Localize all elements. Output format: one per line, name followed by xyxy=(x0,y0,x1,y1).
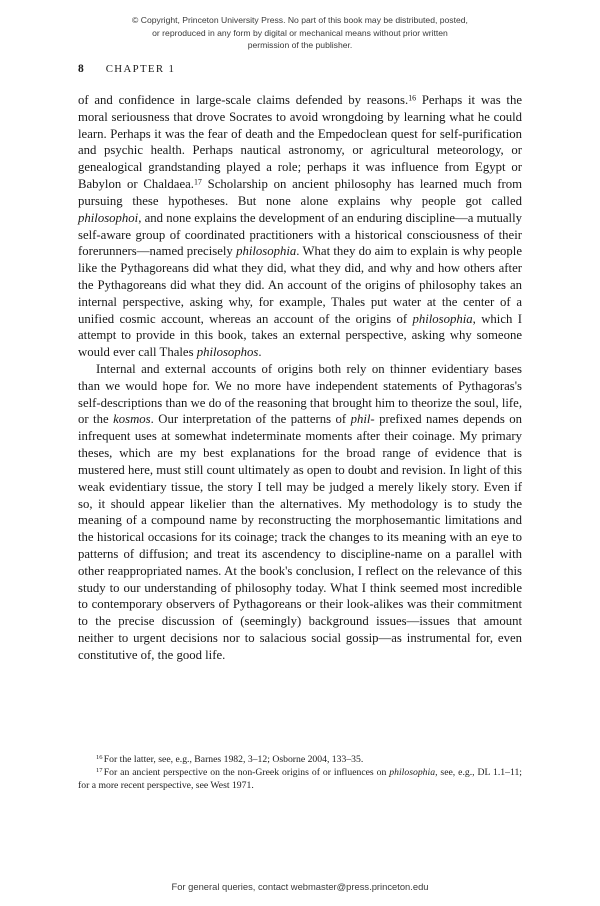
paragraph-1 xyxy=(78,92,522,361)
footnote-17-seg-1: For an ancient perspective on the non-Greek origins of or influences on xyxy=(103,767,390,779)
copyright-notice: © Copyright, Princeton University Press. No part of this book may be distributed, posted, or reproduced in any form by digital or mechanical means without prior written permission of the publisher. xyxy=(132,15,468,51)
footnote-17 xyxy=(78,766,522,792)
body-text xyxy=(78,92,522,664)
footnote-17-seg-2: , see, e.g., DL 1.1–11; for a more recent perspective, see West 1971. xyxy=(78,767,522,792)
p2-italic-phil: phil- xyxy=(350,412,375,427)
footer-query-line: For general queries, contact webmaster@press.princeton.edu xyxy=(171,881,429,892)
footnote-ref-17[interactable]: 17 xyxy=(193,177,202,187)
p2-seg-1: Internal and external accounts of origins both rely on thinner evidentiary bases than we would hope for. We no more have independent statements of Pythagoras's self-descriptions than we do of the reasoning that brought him to theorize the soul, life, or the xyxy=(78,362,523,427)
footnote-17-marker: 17 xyxy=(96,767,103,775)
p1-italic-philosophoi: philosophoi xyxy=(78,210,139,225)
p1-seg-1: of and confidence in large-scale claims defended by reasons. xyxy=(78,93,409,107)
p1-seg-4: , and none explains the development of an enduring discipline—a mutually self-aware group of coordinated practitioners with a historical consciousness of their forerunners—named precisely xyxy=(78,210,522,259)
running-head xyxy=(78,63,522,79)
p1-seg-6: , which I attempt to provide in this book, takes an external perspective, asking why someone would ever call Thales xyxy=(78,311,523,360)
p1-italic-philosophos: philosophos xyxy=(196,345,259,360)
chapter-label: CHAPTER 1 xyxy=(105,63,176,75)
p1-seg-7: . xyxy=(258,345,262,360)
p1-seg-3: Scholarship on ancient philosophy has learned much from pursuing these hypotheses. But none alone explains why people got called xyxy=(78,177,522,208)
p2-seg-2: . Our interpretation of the patterns of xyxy=(150,412,351,427)
footnote-16 xyxy=(78,753,522,766)
page-number: 8 xyxy=(78,63,84,75)
p2-seg-3: prefixed names depends on infrequent uses at somewhat indeterminate moments after their coinage. My primary theses, which are my best explanations for the broad range of evidence that is mustered here, must still count ultimately as open to doubt and revision. In light of this weak evidentiary tissue, the story I tell may be judged a merely likely story. Even if so, it should appear likelier than the alternatives. My methodology is to study the meaning of a compound name by reconstructing the morphosemantic limitations and the historical occasions for its coinage; track the changes to its meaning with an eye to patterns of diffusion; and treat its ascendency to discipline-name on a parallel with other reappropriated names. At the book's conclusion, I reflect on the relevance of this study to our understanding of philosophy today. What I think seemed most incredible to contemporary observers of Pythagoreans or their look-alikes was their commitment to the precise discussion of (seemingly) background issues—issues that amount neither to urgent decisions nor to salacious social gossip—as instrumental for, even constitutive of, the good life. xyxy=(78,412,522,662)
p1-italic-philosophia-2: philosophia xyxy=(412,311,473,326)
p1-seg-5: . What they do aim to explain is why people like the Pythagoreans did what they did, what they did, and why and how others after the Pythagoreans did what they did. An account of the origins of philosophy takes an internal perspective, asking why, for example, Thales put water at the center of a unified cosmic account, whereas an account of the origins of xyxy=(78,244,522,326)
footnote-16-marker: 16 xyxy=(96,754,103,762)
footnote-17-italic-philosophia: philosophia xyxy=(389,767,436,779)
paragraph-2 xyxy=(78,361,522,664)
footnote-ref-16[interactable]: 16 xyxy=(408,93,417,103)
p1-seg-2: Perhaps it was the moral seriousness that drove Socrates to avoid wrongdoing by learning what he could learn. Perhaps it was the fear of death and the Empedoclean quest for self-purification and psychic health. Perhaps nautical astronomy, or agricultural meteorology, or genealogical grandstanding played a role; perhaps it was influence from Egypt or Babylon or Chaldaea. xyxy=(78,93,523,192)
p2-italic-kosmos: kosmos xyxy=(113,412,151,427)
footnotes-block xyxy=(78,753,522,793)
p1-italic-philosophia-1: philosophia xyxy=(236,244,297,259)
footnote-16-text: For the latter, see, e.g., Barnes 1982, 3–12; Osborne 2004, 133–35. xyxy=(103,754,364,765)
